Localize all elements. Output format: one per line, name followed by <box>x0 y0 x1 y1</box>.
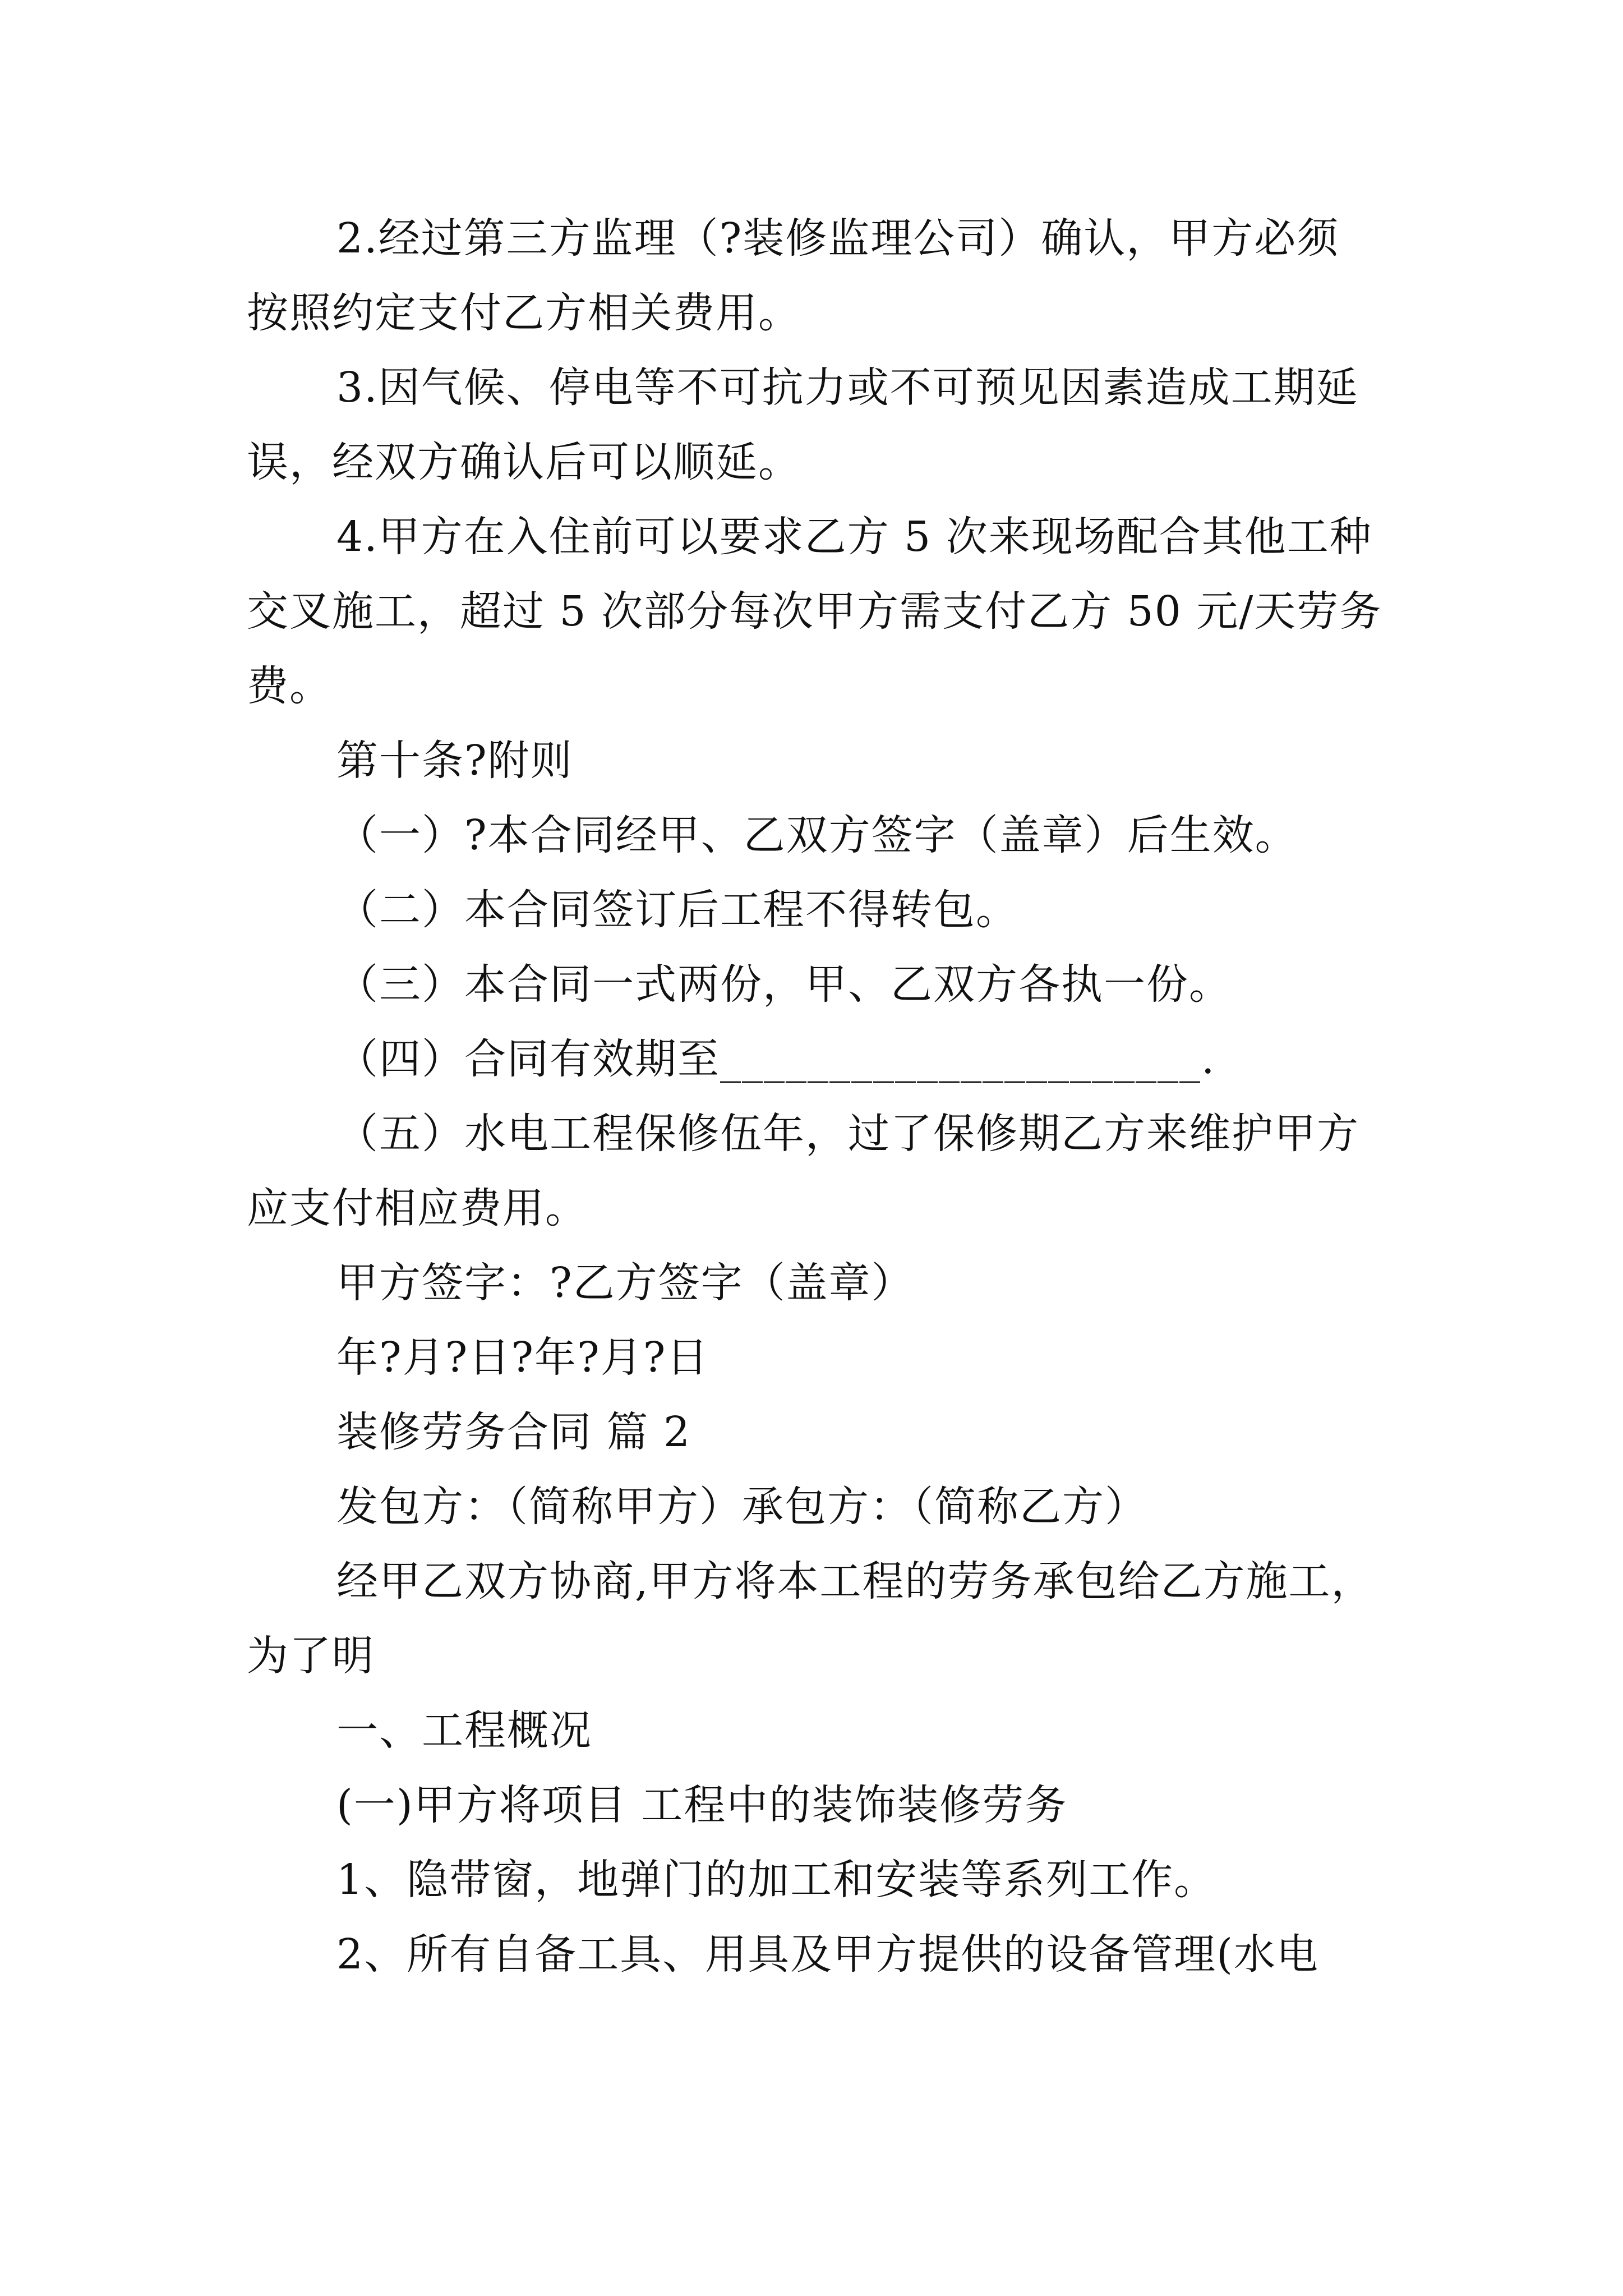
date-line: 年?月?日?年?月?日 <box>336 1333 709 1382</box>
scope-item-1: 1、隐带窗，地弹门的加工和安装等系列工作。 <box>336 1856 1217 1904</box>
clause-10-item-2: （二）本合同签订后工程不得转包。 <box>336 886 1018 934</box>
scope-item-2: 2、所有自备工具、用具及甲方提供的设备管理(水电 <box>336 1930 1319 1978</box>
intro-line-2: 为了明 <box>247 1632 375 1680</box>
clause-9-item-4-line-3: 费。 <box>247 662 332 710</box>
signature-line: 甲方签字：?乙方签字（盖章） <box>336 1259 914 1307</box>
section-title: 装修劳务合同 篇 2 <box>336 1408 691 1456</box>
clause-10-item-5-line-2: 应支付相应费用。 <box>247 1184 588 1232</box>
clause-9-item-4-line-1: 4.甲方在入住前可以要求乙方 5 次来现场配合其他工种 <box>336 513 1372 561</box>
clause-10-item-1: （一）?本合同经甲、乙双方签字（盖章）后生效。 <box>336 811 1298 859</box>
clause-10-item-3: （三）本合同一式两份，甲、乙双方各执一份。 <box>336 960 1232 1009</box>
clause-9-item-2-line-2: 按照约定支付乙方相关费用。 <box>247 289 801 337</box>
clause-9-item-3-line-2: 误，经双方确认后可以顺延。 <box>247 438 801 486</box>
parties-line: 发包方：（简称甲方）承包方：（简称乙方） <box>336 1483 1147 1531</box>
clause-10-heading: 第十条?附则 <box>336 737 573 785</box>
clause-10-item-4: （四）合同有效期至______________________. <box>336 1035 1216 1083</box>
intro-line-1: 经甲乙双方协商,甲方将本工程的劳务承包给乙方施工， <box>336 1557 1374 1605</box>
clause-9-item-3-line-1: 3.因气候、停电等不可抗力或不可预见因素造成工期延 <box>336 364 1359 412</box>
project-overview-heading: 一、工程概况 <box>336 1706 592 1755</box>
clause-9-item-2-line-1: 2.经过第三方监理（?装修监理公司）确认，甲方必须 <box>336 214 1340 263</box>
overview-item-1: (一)甲方将项目 工程中的装饰装修劳务 <box>336 1781 1068 1829</box>
clause-9-item-4-line-2: 交叉施工，超过 5 次部分每次甲方需支付乙方 50 元/天劳务 <box>247 587 1382 636</box>
clause-10-item-5-line-1: （五）水电工程保修伍年，过了保修期乙方来维护甲方 <box>336 1110 1359 1158</box>
